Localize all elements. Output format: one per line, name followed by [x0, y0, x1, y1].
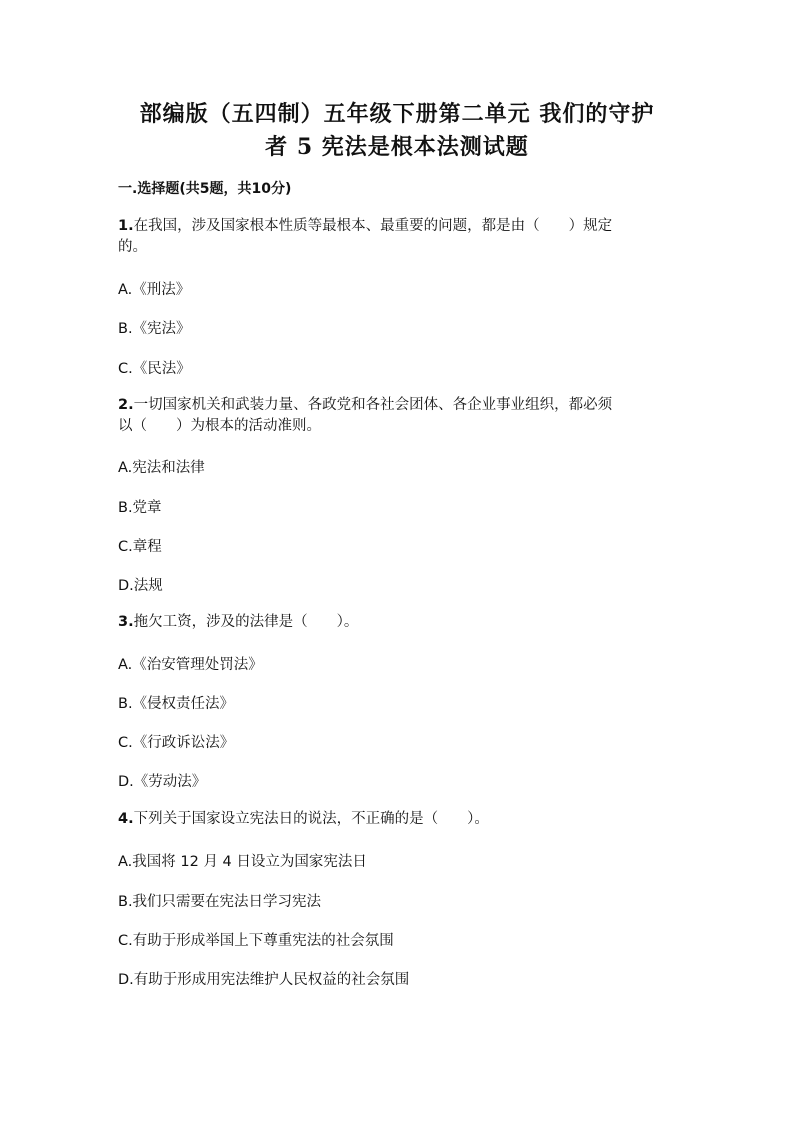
section-heading: 一.选择题(共5题，共10分)	[118, 181, 292, 197]
question-1-option-c: C.《民法》	[118, 361, 191, 377]
question-1	[118, 216, 678, 258]
question-4-option-d: D.有助于形成用宪法维护人民权益的社会氛围	[118, 972, 410, 988]
document-title-line-2: 者 5 宪法是根本法测试题	[265, 134, 529, 160]
question-2-option-d: D.法规	[118, 578, 163, 594]
question-1-text: 在我国，涉及国家根本性质等最根本、最重要的问题，都是由（ ）规定	[133, 218, 613, 234]
question-3-option-b: B.《侵权责任法》	[118, 696, 235, 712]
question-3-option-a: A.《治安管理处罚法》	[118, 657, 263, 673]
question-2-option-a: A.宪法和法律	[118, 460, 205, 476]
question-2-number: 2.	[118, 397, 134, 413]
question-1-option-b: B.《宪法》	[118, 321, 191, 337]
question-2-option-b: B.党章	[118, 500, 162, 516]
question-4-option-a: A.我国将 12 月 4 日设立为国家宪法日	[118, 854, 367, 870]
question-4-text: 下列关于国家设立宪法日的说法，不正确的是（ ）。	[133, 811, 489, 827]
question-1-line-1	[118, 216, 678, 237]
document-title-line-1: 部编版（五四制）五年级下册第二单元 我们的守护	[139, 101, 655, 127]
question-2-line-2: 以（ ）为根本的活动准则。	[118, 418, 321, 434]
question-4-option-c: C.有助于形成举国上下尊重宪法的社会氛围	[118, 933, 394, 949]
question-1-line-2: 的。	[118, 239, 147, 255]
question-4-number: 4.	[118, 811, 134, 827]
question-3-text: 拖欠工资，涉及的法律是（ ）。	[133, 614, 359, 630]
question-4-line-1	[118, 809, 678, 830]
question-3	[118, 612, 678, 633]
question-2-option-c: C.章程	[118, 539, 162, 555]
question-1-option-a: A.《刑法》	[118, 282, 191, 298]
question-1-number: 1.	[118, 218, 134, 234]
question-3-option-c: C.《行政诉讼法》	[118, 735, 235, 751]
question-3-option-d: D.《劳动法》	[118, 774, 207, 790]
question-3-number: 3.	[118, 614, 134, 630]
question-4	[118, 809, 678, 830]
question-2	[118, 395, 678, 437]
question-3-line-1	[118, 612, 678, 633]
question-2-line-1	[118, 395, 678, 416]
question-4-option-b: B.我们只需要在宪法日学习宪法	[118, 894, 322, 910]
question-2-text: 一切国家机关和武装力量、各政党和各社会团体、各企业事业组织，都必须	[133, 397, 613, 413]
